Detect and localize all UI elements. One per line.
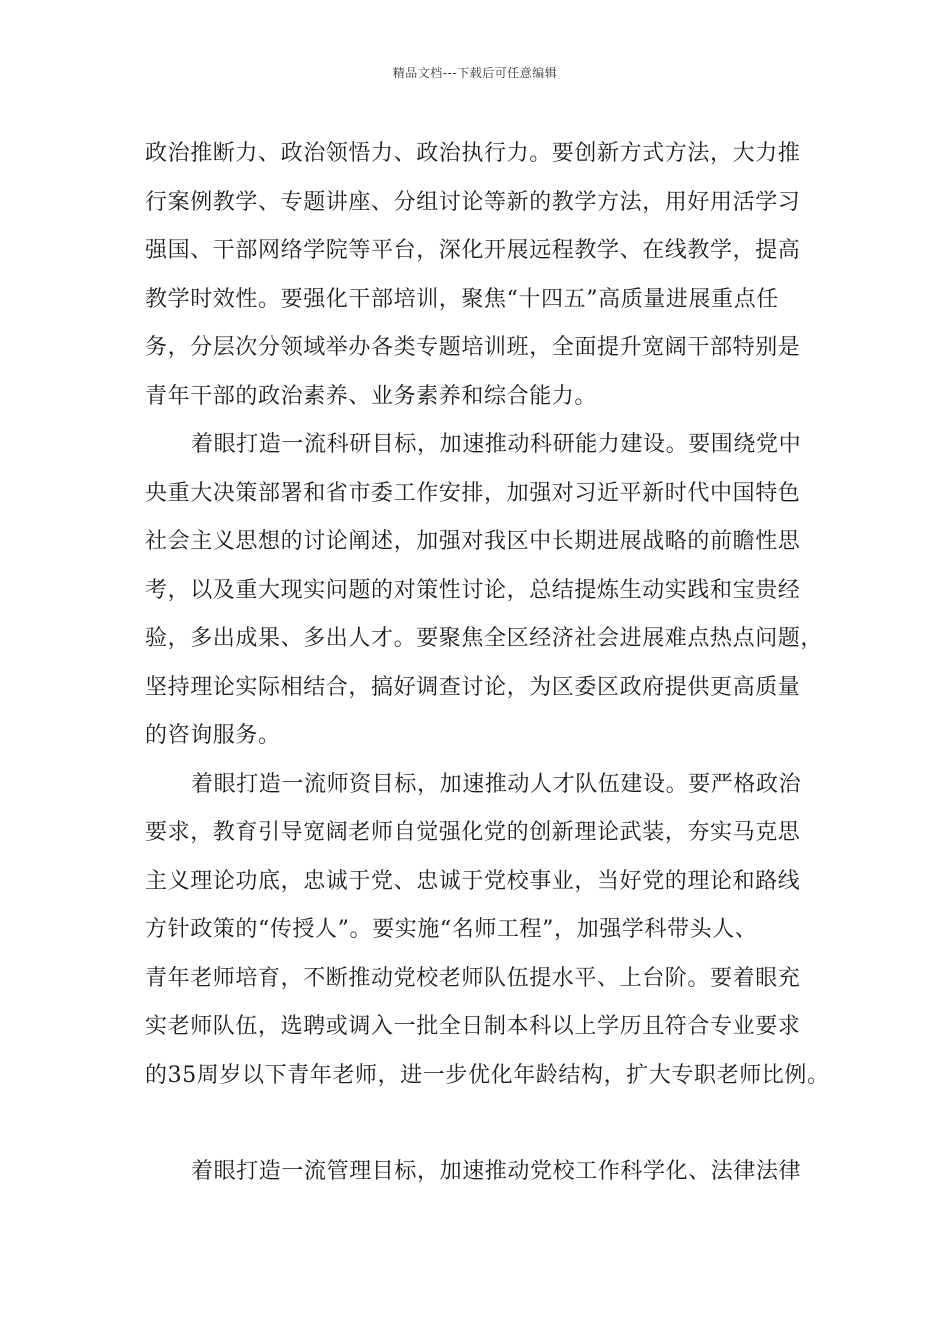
text-line: 着眼打造一流科研目标，加速推动科研能力建设。要围绕党中 <box>191 432 802 457</box>
paragraph-2 <box>145 421 824 761</box>
text-line: 验，多出成果、多出人才。要聚焦全区经济社会进展难点热点问题， <box>145 626 824 651</box>
text-line: 务，分层次分领域举办各类专题培训班，全面提升宽阔干部特别是 <box>145 335 801 360</box>
text-line: 方针政策的“传授人”。要实施“名师工程”，加强学科带头人、 <box>145 917 758 942</box>
text-line: 着眼打造一流师资目标，加速推动人才队伍建设。要严格政治 <box>191 771 802 797</box>
text-line: 要求，教育引导宽阔老师自觉强化党的创新理论武装，夯实马克思 <box>145 820 801 845</box>
text-line: 社会主义思想的讨论阐述，加强对我区中长期进展战略的前瞻性思 <box>145 529 801 554</box>
text-line: 政治推断力、政治领悟力、政治执行力。要创新方式方法，大力推 <box>145 141 801 166</box>
text-line: 的咨询服务。 <box>145 723 281 748</box>
paragraph-gap <box>145 1100 810 1148</box>
text-line: 的35周岁以下青年老师，进一步优化年龄结构，扩大专职老师比例。 <box>145 1062 830 1088</box>
text-line: 教学时效性。要强化干部培训，聚焦“十四五”高质量进展重点任 <box>145 286 779 312</box>
text-line: 行案例教学、专题讲座、分组讨论等新的教学方法，用好用活学习 <box>145 189 801 215</box>
text-line: 青年老师培育，不断推动党校老师队伍提水平、上台阶。要着眼充 <box>145 965 801 991</box>
text-line: 考，以及重大现实问题的对策性讨论，总结提炼生动实践和宝贵经 <box>145 577 801 603</box>
text-line: 坚持理论实际相结合，搞好调查讨论，为区委区政府提供更高质量 <box>145 674 801 700</box>
text-line: 实老师队伍，选聘或调入一批全日制本科以上学历且符合专业要求 <box>145 1014 801 1039</box>
text-line: 着眼打造一流管理目标，加速推动党校工作科学化、法律法律 <box>191 1159 802 1184</box>
paragraph-1 <box>145 130 810 421</box>
text-line: 央重大决策部署和省市委工作安排，加强对习近平新时代中国特色 <box>145 480 801 506</box>
page-header: 精品文档---下载后可任意编辑 <box>392 66 558 80</box>
paragraph-3 <box>145 761 830 1101</box>
text-line: 主义理论功底，忠诚于党、忠诚于党校事业，当好党的理论和路线 <box>145 868 801 894</box>
text-line: 青年干部的政治素养、业务素养和综合能力。 <box>145 383 598 409</box>
paragraph-4 <box>145 1148 810 1197</box>
text-line: 强国、干部网络学院等平台，深化开展远程教学、在线教学，提高 <box>145 238 801 263</box>
document-body <box>145 130 830 1197</box>
